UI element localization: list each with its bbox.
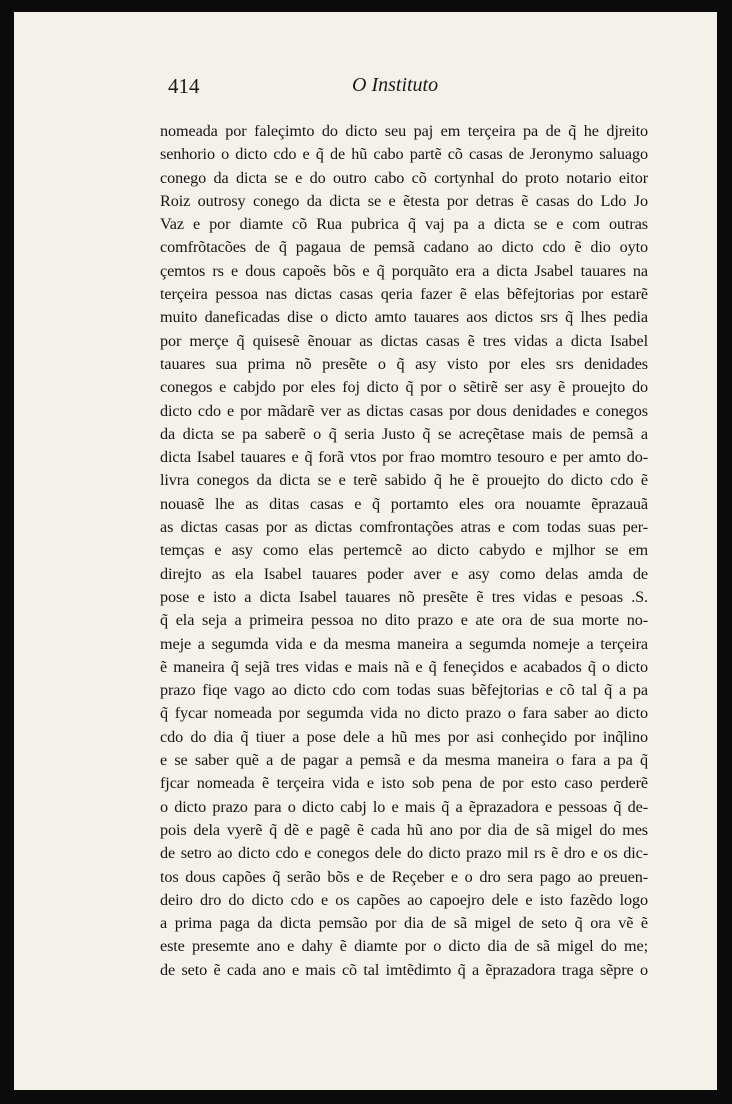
text-line: pois dela vyerẽ q̃ dẽ e pagẽ ẽ cada hũ ano por dia de sã migel do mes <box>160 820 648 839</box>
text-line: de seto ẽ cada ano e mais cõ tal imtẽdimto q̃ a ẽprazadora traga sẽpre o <box>160 960 648 979</box>
text-line: da dicta se pa saberẽ o q̃ seria Justo q̃ se acreçẽtase mais de pemsã a <box>160 424 648 443</box>
body-text <box>160 120 648 982</box>
text-line: temças e asy como elas pertemcẽ ao dicto cabydo e mjlhor se em <box>160 541 648 560</box>
text-line: tos dous capões q̃ serão bõs e de Reçeber e o dro sera pago ao preuen- <box>160 867 648 886</box>
text-line: o dicto prazo para o dicto cabj lo e mais q̃ a ẽprazadora e pessoas q̃ de- <box>160 797 648 816</box>
text-line: por merçe q̃ quisesẽ ẽnouar as dictas casas ẽ tres vidas a dicta Isabel <box>160 331 648 350</box>
text-line: cdo do dia q̃ tiuer a pose dele a hũ mes por asi conheçido por inq̃lino <box>160 727 648 746</box>
text-line: meje a segumda vida e da mesma maneira a segumda nomeje a terçeira <box>160 634 648 653</box>
text-line: senhorio o dicto cdo e q̃ de hũ cabo partẽ cõ casas de Jeronymo saluago <box>160 145 648 164</box>
text-line: de setro ao dicto cdo e conegos dele do dicto prazo mil rs ẽ dro e os dic- <box>160 844 648 863</box>
page-number: 414 <box>168 74 200 98</box>
text-line: prazo fiqe vago ao dicto cdo com todas suas bẽfejtorias e cõ tal q̃ a pa <box>160 681 648 700</box>
text-line: tauares sua prima nõ presẽte o q̃ asy visto por eles srs denidades <box>160 354 648 373</box>
document-page <box>14 12 717 1090</box>
text-line: q̃ ela seja a primeira pessoa no dito prazo e ate ora de sua morte no- <box>160 611 648 630</box>
text-line: muito daneficadas dise o dicto amto tauares aos dictos srs q̃ lhes pedia <box>160 308 648 327</box>
text-line: conego da dicta se e do outro cabo cõ cortynhal do proto notario eitor <box>160 168 648 187</box>
text-line: Roiz outrosy conego da dicta se e ẽtesta por detras ẽ casas do Ldo Jo <box>160 191 648 210</box>
text-line: deiro dro do dicto cdo e os capões ao capoejro dele e isto fazẽdo logo <box>160 890 648 909</box>
text-line: terçeira pessoa nas dictas casas qeria fazer ẽ elas bẽfejtorias por estarẽ <box>160 285 648 304</box>
text-line: dicto cdo e por mãdarẽ ver as dictas casas por dous denidades e conegos <box>160 401 648 420</box>
text-line: Vaz e por diamte cõ Rua pubrica q̃ vaj pa a dicta se e com outras <box>160 215 648 234</box>
text-line: livra conegos da dicta se e terẽ sabido q̃ he ẽ prouejto do dicto cdo ẽ <box>160 471 648 490</box>
text-line: nomeada por faleçimto do dicto seu paj em terçeira pa de q̃ he djreito <box>160 122 648 140</box>
text-line: as dictas casas por as dictas comfrontações atras e com todas suas per- <box>160 518 648 537</box>
text-line: fjcar nomeada ẽ terçeira vida e isto sob pena de por esto caso perderẽ <box>160 774 648 793</box>
text-line: direjto as ela Isabel tauares poder aver e asy como delas amda de <box>160 564 648 583</box>
running-title: O Instituto <box>352 74 439 96</box>
text-line: comfrõtacões de q̃ pagaua de pemsã cadano ao dicto cdo ẽ dio oyto <box>160 238 648 257</box>
text-line: çemtos rs e dous capoẽs bõs e q̃ porquãto era a dicta Jsabel tauares na <box>160 261 648 280</box>
text-line: a prima paga da dicta pemsão por dia de sã migel de seto q̃ ora vẽ ẽ <box>160 914 648 933</box>
text-line: nouasẽ lhe as ditas casas e q̃ portamto eles ora nouamte ẽprazauã <box>160 494 648 513</box>
text-line: dicta Isabel tauares e q̃ forã vtos por frao momtro tesouro e per amto do- <box>160 448 648 467</box>
text-line: ẽ maneira q̃ sejã tres vidas e mais nã e q̃ feneçidos e acabados q̃ o dicto <box>160 657 648 676</box>
page-header <box>168 74 648 104</box>
text-line: e se saber quẽ a de pagar a pemsã e da mesma maneira o fara a pa q̃ <box>160 751 648 770</box>
text-line: este presemte ano e dahy ẽ diamte por o dicto dia de sã migel do me; <box>160 937 648 956</box>
text-line: pose e isto a dicta Isabel tauares nõ presẽte ẽ tres vidas e pesoas .S. <box>160 587 648 606</box>
text-line: conegos e cabjdo por eles foj dicto q̃ por o sẽtirẽ ser asy ẽ prouejto do <box>160 378 648 397</box>
text-line: q̃ fycar nomeada por segumda vida no dicto prazo o fara saber ao dicto <box>160 704 648 723</box>
